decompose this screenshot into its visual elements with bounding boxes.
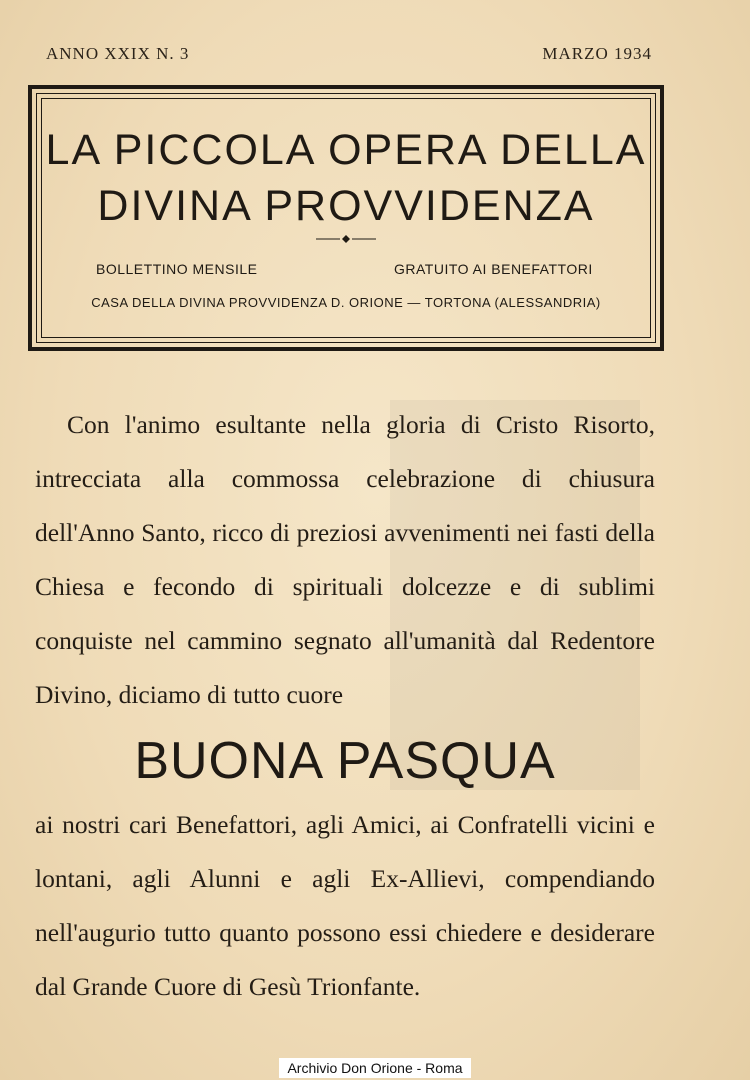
- issue-number: ANNO XXIX N. 3: [46, 44, 190, 63]
- archive-watermark: [0, 1056, 750, 1080]
- masthead-subtitle-left: BOLLETTINO MENSILE: [96, 261, 258, 277]
- ornament-divider-icon: [316, 234, 376, 244]
- article-closing: ai nostri cari Benefattori, agli Amici, ai Confratelli vicini e lontani, agli Alunni e agli Ex-Allievi, compendiando nell'augurio tutto quanto possono essi chiedere e desiderare dal Grande Cuore di Gesù Trionfante.: [35, 810, 655, 1001]
- masthead-address: CASA DELLA DIVINA PROVVIDENZA D. ORIONE — TORTONA (ALESSANDRIA): [91, 295, 601, 310]
- article-body: [35, 398, 655, 1014]
- archive-label: Archivio Don Orione - Roma: [279, 1058, 470, 1078]
- masthead-subtitle-right: GRATUITO AI BENEFATTORI: [394, 261, 593, 277]
- article-intro: Con l'animo esultante nella gloria di Cristo Risorto, intrecciata alla commossa celebrazione di chiusura dell'Anno Santo, ricco di preziosi avvenimenti nei fasti della Chiesa e fecondo di spirituali dolcezze e di sublimi conquiste nel cammino segnato all'umanità dal Redentore Divino, diciamo di tutto cuore: [35, 410, 655, 709]
- issue-date: MARZO 1934: [542, 44, 652, 63]
- masthead-frame: [28, 85, 664, 351]
- article-headline: BUONA PASQUA: [134, 732, 556, 790]
- masthead-title-line2: DIVINA PROVVIDENZA: [97, 182, 595, 230]
- masthead-title-line1: LA PICCOLA OPERA DELLA: [45, 126, 647, 174]
